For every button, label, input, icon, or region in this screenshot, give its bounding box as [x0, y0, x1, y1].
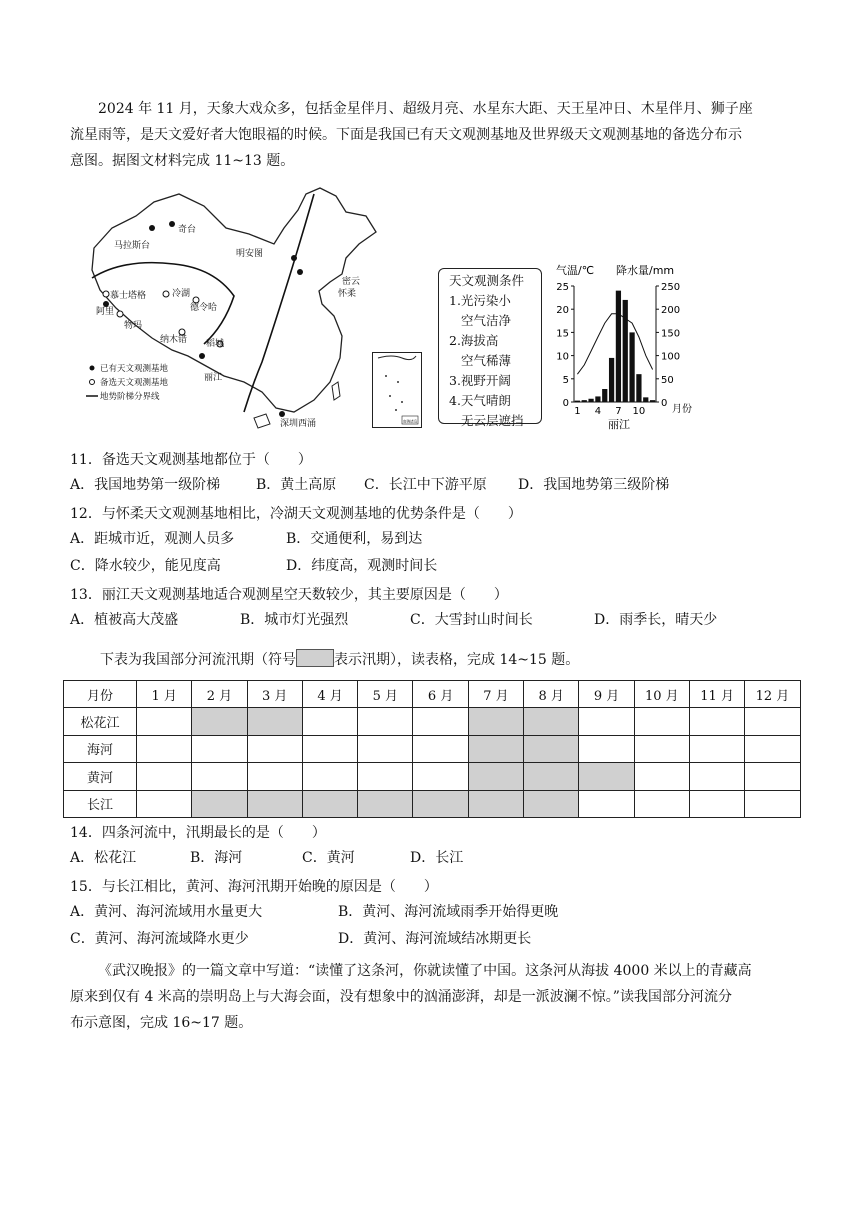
flood-cell	[192, 708, 247, 735]
left-tick-label: 0	[562, 398, 569, 409]
empty-cell	[413, 708, 468, 735]
empty-cell	[689, 708, 744, 735]
right-tick-label: 100	[661, 351, 681, 363]
map-label: 德令哈	[190, 303, 218, 313]
flood-cell	[524, 790, 579, 817]
condition-item: 2.海拔高	[449, 333, 499, 348]
empty-cell	[689, 790, 744, 817]
q14-option-c[interactable]: C．黄河	[302, 850, 355, 866]
precipitation-bar	[636, 374, 641, 402]
map-legend	[86, 363, 169, 402]
map-label: 马拉斯台	[114, 241, 151, 251]
table-intro	[100, 647, 825, 673]
right-tick-label: 200	[661, 305, 681, 317]
table-row	[64, 790, 801, 817]
map-label: 密云	[342, 277, 361, 287]
passage-line-1: 《武汉晚报》的一篇文章中写道：“读懂了这条河，你就读懂了中国。这条河从海拔 4000 米以上的青藏高	[98, 963, 752, 979]
month-header: 3 月	[247, 681, 302, 708]
empty-cell	[634, 708, 689, 735]
flood-cell	[468, 790, 523, 817]
month-header: 12 月	[745, 681, 800, 708]
month-header: 4 月	[302, 681, 357, 708]
map-label: 阿里	[96, 307, 115, 317]
table-intro-after: 表示汛期），读表格，完成 14~15 题。	[334, 652, 580, 668]
flood-cell	[468, 735, 523, 762]
flood-season-table	[63, 680, 801, 818]
table-header-row	[64, 681, 801, 708]
right-axis-label: 降水量/mm	[616, 264, 675, 277]
precipitation-bar	[616, 291, 621, 402]
q12-option-a[interactable]: A．距城市近，观测人员多	[70, 531, 235, 547]
q11-option-c[interactable]: C．长江中下游平原	[364, 477, 487, 493]
intro-line-2: 流星雨等，是天文爱好者大饱眼福的时候。下面是我国已有天文观测基地及世界级天文观测基地的备选分布示	[70, 127, 742, 143]
map-label: 纳木错	[160, 335, 188, 345]
right-tick-label: 250	[661, 282, 681, 293]
map-label: 怀柔	[338, 289, 357, 299]
condition-item: 无云层遮挡	[461, 413, 524, 428]
conditions-title: 天文观测条件	[449, 273, 525, 288]
empty-cell	[137, 763, 192, 790]
china-map-figure	[84, 186, 384, 434]
empty-cell	[137, 735, 192, 762]
flood-cell	[579, 763, 634, 790]
empty-cell	[358, 763, 413, 790]
passage-line-2: 原来到仅有 4 米高的崇明岛上与大海会面，没有想象中的汹涌澎湃，却是一派波澜不惊。”读我国部分河流分	[70, 989, 732, 1005]
empty-cell	[192, 735, 247, 762]
q13-option-a[interactable]: A．植被高大茂盛	[70, 612, 179, 628]
month-axis-label: 月份	[672, 404, 692, 415]
river-name: 长江	[64, 790, 137, 817]
precipitation-bar	[609, 358, 614, 402]
empty-cell	[413, 763, 468, 790]
empty-cell	[413, 735, 468, 762]
precipitation-bar	[582, 400, 587, 402]
river-name: 松花江	[64, 708, 137, 735]
q15-option-d[interactable]: D．黄河、海河流域结冰期更长	[338, 931, 532, 947]
intro-line-3: 意图。据图文材料完成 11~13 题。	[70, 153, 295, 169]
q14-option-a[interactable]: A．松花江	[70, 850, 137, 866]
empty-cell	[358, 735, 413, 762]
flood-cell	[302, 790, 357, 817]
q11-option-b[interactable]: B．黄土高原	[256, 477, 337, 493]
condition-item: 空气洁净	[461, 313, 512, 328]
q14-option-d[interactable]: D．长江	[410, 850, 464, 866]
lijiang-climate-chart	[552, 262, 702, 434]
q15-option-a[interactable]: A．黄河、海河流域用水量更大	[70, 904, 263, 920]
flood-cell	[192, 790, 247, 817]
flood-cell	[247, 790, 302, 817]
q11-option-a[interactable]: A．我国地势第一级阶梯	[70, 477, 221, 493]
river-name: 黄河	[64, 763, 137, 790]
table-row	[64, 708, 801, 735]
empty-cell	[247, 735, 302, 762]
left-axis-label: 气温/℃	[556, 264, 595, 277]
x-tick-label: 7	[615, 406, 622, 417]
map-label: 奇台	[178, 225, 197, 235]
flood-cell	[524, 735, 579, 762]
condition-item: 1.光污染小	[449, 293, 511, 308]
condition-item: 3.视野开阔	[449, 373, 511, 388]
observation-conditions-box	[438, 268, 542, 428]
x-tick-label: 1	[574, 406, 581, 417]
south-china-sea-inset	[372, 352, 422, 428]
q14-stem: 14．四条河流中，汛期最长的是（ ）	[70, 825, 326, 841]
q15-stem: 15．与长江相比，黄河、海河汛期开始晚的原因是（ ）	[70, 879, 438, 895]
precipitation-bar	[595, 396, 600, 402]
map-label: 冷湖	[172, 289, 191, 299]
month-header: 9 月	[579, 681, 634, 708]
map-label: 深圳西涌	[280, 419, 317, 429]
empty-cell	[579, 708, 634, 735]
table-intro-before: 下表为我国部分河流汛期（符号	[100, 652, 296, 668]
x-tick-label: 10	[632, 406, 646, 417]
left-tick-label: 20	[556, 305, 569, 317]
terrain-step-line-2	[244, 194, 314, 412]
q14-option-b[interactable]: B．海河	[190, 850, 243, 866]
right-tick-label: 0	[661, 398, 668, 409]
empty-cell	[302, 735, 357, 762]
empty-cell	[137, 790, 192, 817]
precipitation-bar	[575, 401, 580, 402]
flood-cell	[468, 763, 523, 790]
empty-cell	[745, 763, 800, 790]
empty-cell	[192, 763, 247, 790]
empty-cell	[634, 790, 689, 817]
q12-option-b[interactable]: B．交通便利，易到达	[286, 531, 423, 547]
month-header: 11 月	[689, 681, 744, 708]
flood-cell	[247, 708, 302, 735]
right-tick-label: 50	[661, 374, 674, 386]
flood-cell	[413, 790, 468, 817]
hainan-island	[254, 414, 270, 428]
month-header: 5 月	[358, 681, 413, 708]
q13-stem: 13．丽江天文观测基地适合观测星空天数较少，其主要原因是（ ）	[70, 587, 508, 603]
empty-cell	[689, 763, 744, 790]
flood-cell	[524, 763, 579, 790]
empty-cell	[634, 763, 689, 790]
empty-cell	[634, 735, 689, 762]
empty-cell	[358, 708, 413, 735]
flood-cell	[358, 790, 413, 817]
empty-cell	[689, 735, 744, 762]
empty-cell	[579, 735, 634, 762]
taiwan-island	[332, 382, 340, 400]
q11-option-d[interactable]: D．我国地势第三级阶梯	[518, 477, 670, 493]
precipitation-bar	[588, 399, 593, 402]
map-label: 物玛	[124, 321, 143, 331]
precipitation-bar	[650, 400, 655, 402]
month-header: 2 月	[192, 681, 247, 708]
empty-cell	[745, 735, 800, 762]
precipitation-bar	[623, 300, 628, 402]
month-header: 6 月	[413, 681, 468, 708]
empty-cell	[137, 708, 192, 735]
q15-option-c[interactable]: C．黄河、海河流域降水更少	[70, 931, 249, 947]
empty-cell	[247, 763, 302, 790]
flood-swatch	[296, 649, 334, 667]
chart-title: 丽江	[608, 418, 630, 431]
q11-stem: 11．备选天文观测基地都位于（ ）	[70, 452, 312, 468]
passage-line-3: 布示意图，完成 16~17 题。	[70, 1015, 253, 1031]
precipitation-bar	[602, 389, 607, 402]
month-header: 8 月	[524, 681, 579, 708]
q15-option-b[interactable]: B．黄河、海河流域雨季开始得更晚	[338, 904, 559, 920]
q13-option-b[interactable]: B．城市灯光强烈	[240, 612, 349, 628]
left-tick-label: 15	[556, 328, 569, 340]
map-label: 慕士塔格	[110, 291, 147, 301]
month-header: 7 月	[468, 681, 523, 708]
right-tick-label: 150	[661, 328, 681, 340]
empty-cell	[302, 708, 357, 735]
left-tick-label: 5	[562, 374, 569, 386]
empty-cell	[579, 790, 634, 817]
empty-cell	[745, 790, 800, 817]
precipitation-bar	[643, 397, 648, 402]
condition-item: 4.天气晴朗	[449, 393, 511, 408]
left-tick-label: 25	[556, 282, 569, 293]
precipitation-bar	[629, 332, 634, 402]
table-row	[64, 763, 801, 790]
month-header: 10 月	[634, 681, 689, 708]
q12-option-d[interactable]: D．纬度高，观测时间长	[286, 558, 438, 574]
month-header: 1 月	[137, 681, 192, 708]
map-label: 丽江	[204, 373, 223, 383]
q13-option-d[interactable]: D．雨季长，晴天少	[594, 612, 718, 628]
condition-item: 空气稀薄	[461, 353, 512, 368]
legend-candidate: 备选天文观测基地	[100, 378, 169, 388]
x-tick-label: 4	[594, 406, 602, 417]
legend-existing: 已有天文观测基地	[100, 364, 169, 374]
header-cell: 月份	[64, 681, 137, 708]
empty-cell	[745, 708, 800, 735]
q12-option-c[interactable]: C．降水较少，能见度高	[70, 558, 221, 574]
q13-option-c[interactable]: C．大雪封山时间长	[410, 612, 533, 628]
temperature-line	[577, 314, 652, 374]
q12-stem: 12．与怀柔天文观测基地相比，冷湖天文观测基地的优势条件是（ ）	[70, 506, 522, 522]
left-tick-label: 10	[556, 351, 569, 363]
map-label: 明安图	[236, 249, 264, 259]
river-name: 海河	[64, 735, 137, 762]
flood-cell	[468, 708, 523, 735]
empty-cell	[302, 763, 357, 790]
inset-label: 南海诸岛	[403, 419, 418, 424]
intro-line-1: 2024 年 11 月，天象大戏众多，包括金星伴月、超级月亮、水星东大距、天王星冲日、木星伴月、狮子座	[98, 101, 753, 117]
flood-cell	[524, 708, 579, 735]
table-row	[64, 735, 801, 762]
map-label: 稻城	[206, 339, 225, 349]
legend-terrain-line: 地势阶梯分界线	[100, 392, 160, 402]
